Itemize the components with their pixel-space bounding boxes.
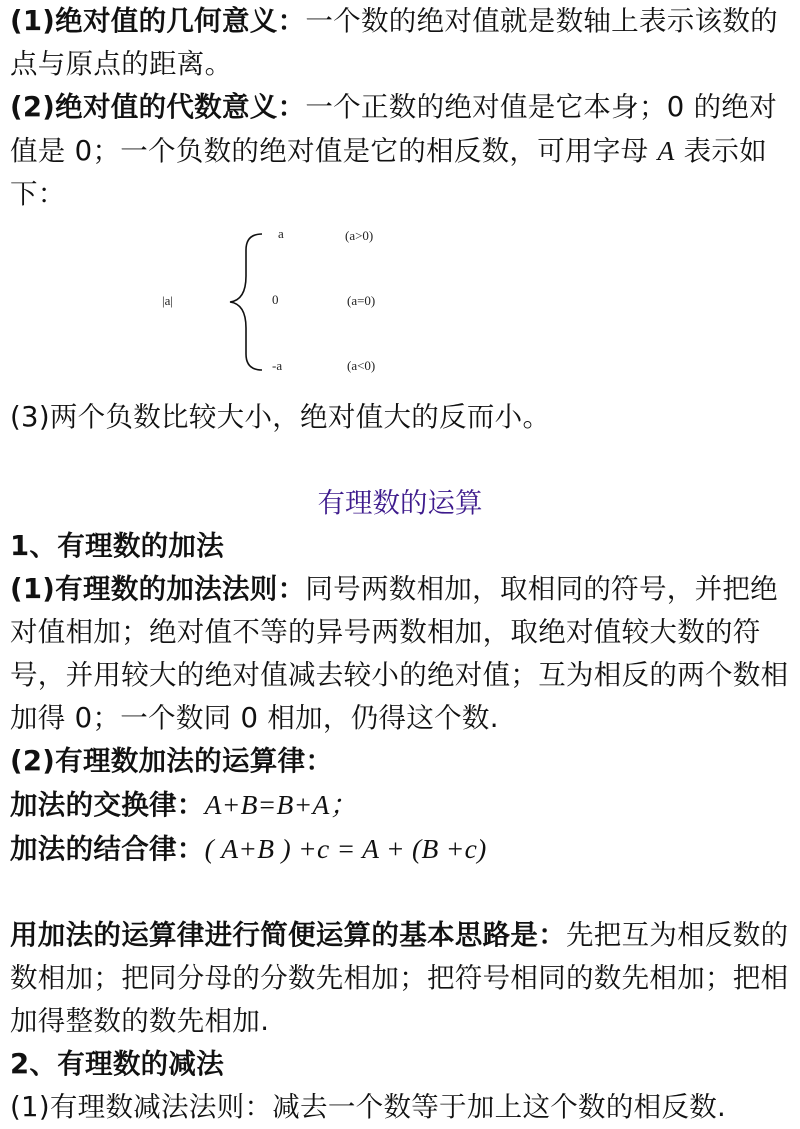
- section-heading-subtraction: 2、有理数的减法: [10, 1048, 225, 1080]
- section-heading-addition: 1、有理数的加法: [10, 530, 225, 562]
- law-commutative: [10, 783, 790, 827]
- case-condition: (a=0): [347, 293, 376, 308]
- law-label: 加法的交换律：: [10, 789, 205, 821]
- paragraph-simplification-tip: [10, 914, 790, 1043]
- paragraph-geometric-meaning: [10, 0, 790, 86]
- paragraph-addition-laws: (2)有理数加法的运算律：: [10, 745, 334, 777]
- case-value: 0: [272, 292, 279, 307]
- paragraph-body-end: 表示如下：: [10, 135, 768, 210]
- paragraph-heading: (2)绝对值的代数意义：: [10, 91, 306, 123]
- piecewise-definition: [10, 216, 790, 396]
- paragraph-compare-negatives: (3)两个负数比较大小，绝对值大的反而小。: [10, 401, 551, 433]
- case-value: -a: [272, 358, 283, 373]
- variable-letter: A: [657, 135, 675, 166]
- spacer: [10, 871, 790, 914]
- paragraph-heading: (1)绝对值的几何意义：: [10, 5, 306, 37]
- paragraph-addition-rule: [10, 568, 790, 740]
- paragraph-heading: (1)有理数的加法法则：: [10, 573, 306, 605]
- paragraph-body: 同号两数相加，取相同的符号，并把绝对值相加；绝对值不等的异号两数相加，取绝对值较大数的符号，并用较大的绝对值减去较小的绝对值；互为相反的两个数相加得 0；一个数同 0 相加，仍得这个数.: [10, 573, 789, 734]
- paragraph-subtraction-rule: (1)有理数减法法则：减去一个数等于加上这个数的相反数.: [10, 1091, 727, 1123]
- law-formula: ( A+B ) +c = A + (B +c): [204, 833, 487, 864]
- law-label: 加法的结合律：: [10, 833, 205, 865]
- law-formula: A+B=B+A；: [204, 789, 358, 820]
- section-title: 有理数的运算: [317, 487, 483, 519]
- case-condition: (a<0): [347, 358, 376, 373]
- piecewise-lhs: |a|: [162, 293, 173, 308]
- paragraph-body: 一个正数的绝对值是它本身；0 的绝对值是 0；一个负数的绝对值是它的相反数，可用字母: [10, 91, 778, 167]
- paragraph-body: 先把互为相反数的数相加；把同分母的分数先相加；把符号相同的数先相加；把相加得整数的数先相加.: [10, 919, 789, 1037]
- law-associative: [10, 827, 790, 871]
- paragraph-algebraic-meaning: [10, 86, 790, 216]
- case-condition: (a>0): [345, 228, 374, 243]
- paragraph-body: 一个数的绝对值就是数轴上表示该数的点与原点的距离。: [10, 5, 778, 80]
- case-value: a: [278, 226, 284, 241]
- brace-icon: [10, 216, 310, 396]
- paragraph-heading: 用加法的运算律进行简便运算的基本思路是：: [10, 919, 566, 951]
